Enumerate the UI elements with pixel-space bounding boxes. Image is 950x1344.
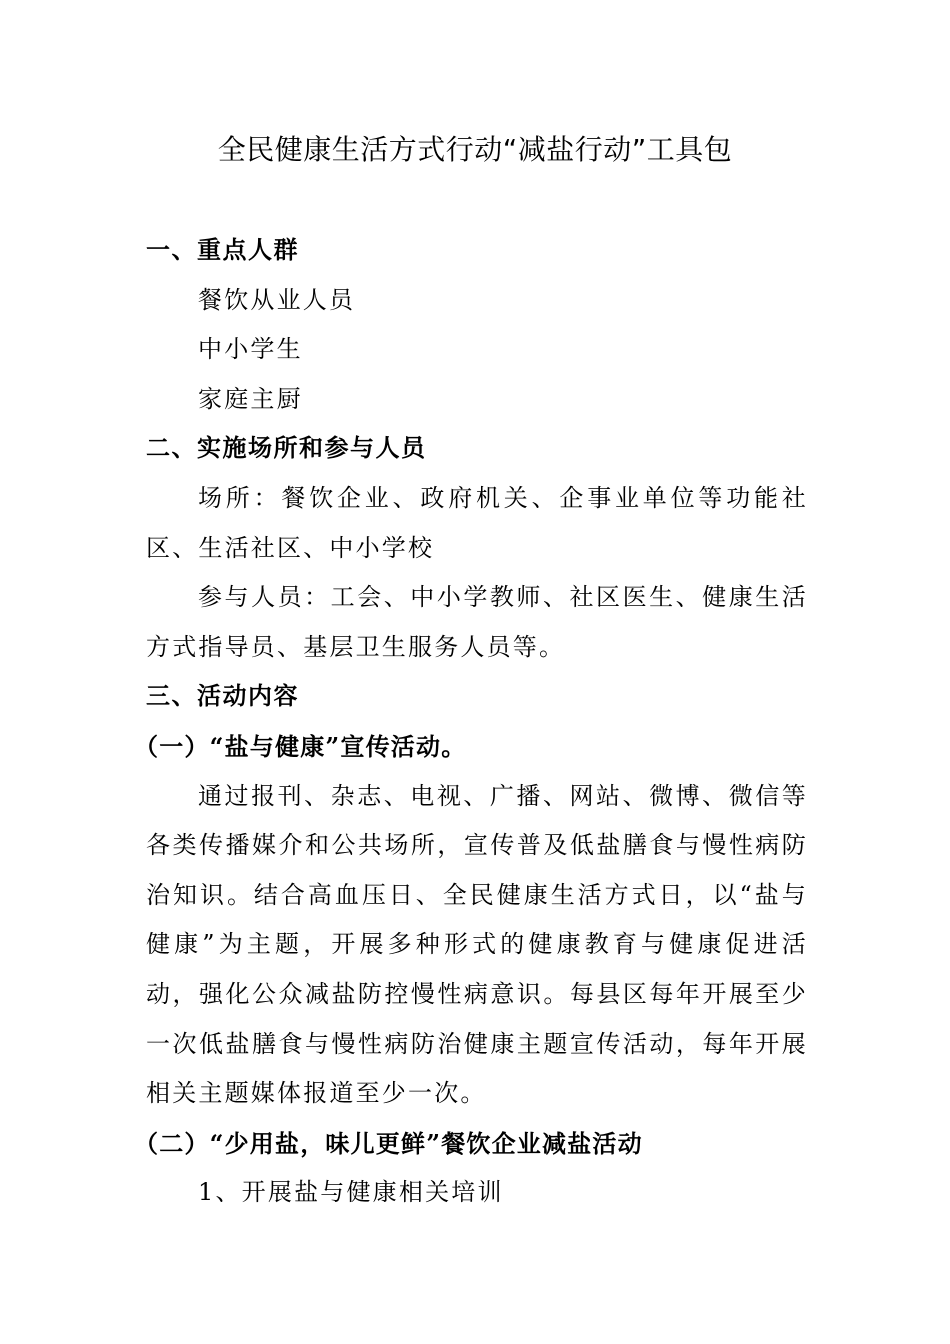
- paragraph-venues: 场所：餐饮企业、政府机关、企事业单位等功能社区、生活社区、中小学校: [146, 483, 808, 562]
- section-heading-activities: 三、活动内容: [146, 682, 299, 711]
- document-body: [134, 226, 808, 1218]
- paragraph-salt-health: 通过报刊、杂志、电视、广播、网站、微博、微信等各类传播媒介和公共场所，宣传普及低盐膳食与慢性病防治知识。结合高血压日、全民健康生活方式日，以“盐与健康”为主题，开展多种形式的健康教育与健康促进活动，强化公众减盐防控慢性病意识。每县区每年开展至少一次低盐膳食与慢性病防治健康主题宣传活动，每年开展相关主题媒体报道至少一次。: [146, 781, 808, 1108]
- list-item: 家庭主厨: [198, 384, 303, 413]
- document-title: 全民健康生活方式行动“减盐行动”工具包: [217, 133, 733, 166]
- section-heading-venues-participants: 二、实施场所和参与人员: [146, 434, 427, 463]
- list-item: 餐饮从业人员: [198, 285, 356, 314]
- list-item: 1、开展盐与健康相关培训: [198, 1178, 504, 1207]
- subsection-heading-restaurant-salt: （二）“少用盐，味儿更鲜”餐饮企业减盐活动: [134, 1128, 643, 1158]
- subsection-heading-salt-health: （一）“盐与健康”宣传活动。: [134, 731, 467, 761]
- section-heading-key-groups: 一、重点人群: [146, 236, 299, 264]
- list-item: 中小学生: [198, 335, 303, 364]
- paragraph-participants: 参与人员：工会、中小学教师、社区医生、健康生活方式指导员、基层卫生服务人员等。: [146, 583, 808, 661]
